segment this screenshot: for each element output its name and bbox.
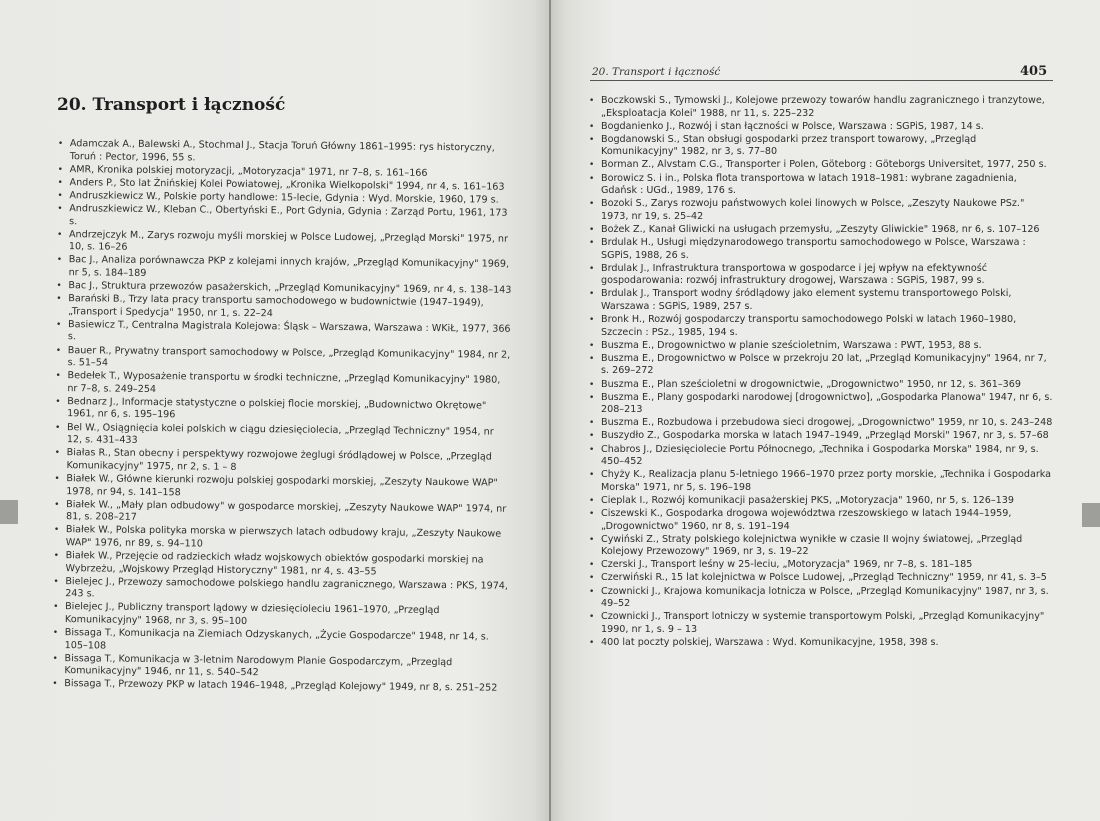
bibliography-entry: • Bissaga T., Komunikacja na Ziemiach Odzyskanych, „Życie Gospodarcze" 1948, nr 14, s. 105–108	[51, 627, 508, 657]
bibliography-entry: • Bielejec J., Przewozy samochodowe polskiego handlu zagranicznego, Warszawa : PKS, 1974, 243 s.	[51, 576, 508, 606]
bibliography-entry: • AMR, Kronika polskiej motoryzacji, „Motoryzacja" 1971, nr 7–8, s. 161–166	[56, 164, 513, 181]
bibliography-entry: • Bissaga T., Komunikacja w 3-letnim Narodowym Planie Gospodarczym, „Przegląd Komunikacyjny" 1946, nr 11, s. 540–542	[50, 653, 507, 683]
bibliography-entry: • Bielejec J., Publiczny transport lądowy w dziesięcioleciu 1961–1970, „Przegląd Komunikacyjny" 1968, nr 3, s. 95–100	[51, 601, 508, 631]
bibliography-entry: • Bauer R., Prywatny transport samochodowy w Polsce, „Przegląd Komunikacyjny" 1984, nr 2, s. 51–54	[54, 344, 511, 374]
bibliography-entry: • Cieplak I., Rozwój komunikacji pasażerskiej PKS, „Motoryzacja" 1960, nr 5, s. 126–139	[587, 495, 1053, 508]
bibliography-entry: • Borowicz S. i in., Polska flota transportowa w latach 1918–1981: wybrane zagadnienia, Gdańsk : UGd., 1989, 176 s.	[587, 173, 1053, 198]
bibliography-entry: • Bissaga T., Przewozy PKP w latach 1946–1948, „Przegląd Kolejowy" 1949, nr 8, s. 251–252	[50, 678, 507, 695]
bibliography-entry: • Boczkowski S., Tymowski J., Kolejowe przewozy towarów handlu zagranicznego i tranzytowe, „Eksploatacja Kolei" 1988, nr 11, s. 225–232	[587, 95, 1053, 120]
bibliography-entry: • Cywiński Z., Straty polskiego kolejnictwa wynikłe w czasie II wojny światowej, „Przegląd Kolejowy Przewozowy" 1969, nr 3, s. 19–22	[587, 534, 1053, 559]
bibliography-entry: • Bronk H., Rozwój gospodarczy transportu samochodowego Polski w latach 1960–1980, Szczecin : PSz., 1985, 194 s.	[587, 314, 1053, 339]
bibliography-entry: • Buszma E., Drogownictwo w planie sześcioletnim, Warszawa : PWT, 1953, 88 s.	[587, 340, 1053, 353]
bibliography-entry: • Białek W., Główne kierunki rozwoju polskiej gospodarki morskiej, „Zeszyty Naukowe WAP" 1978, nr 94, s. 141–158	[52, 473, 509, 503]
bibliography-entry: • Andruszkiewicz W., Kleban C., Obertyński E., Port Gdynia, Gdynia : Zarząd Portu, 1961, 173 s.	[55, 203, 512, 233]
bibliography-list-right	[587, 95, 1053, 650]
header-rule	[590, 80, 1053, 81]
bibliography-entry: • Buszydło Z., Gospodarka morska w latach 1947–1949, „Przegląd Morski" 1967, nr 3, s. 57–68	[587, 430, 1053, 443]
bibliography-entry: • Bel W., Osiągnięcia kolei polskich w ciągu dziesięciolecia, „Przegląd Techniczny" 1954, nr 12, s. 431–433	[53, 422, 510, 452]
bibliography-entry: • Bozoki S., Zarys rozwoju państwowych kolei linowych w Polsce, „Zeszyty Naukowe PSz." 1973, nr 19, s. 25–42	[587, 198, 1053, 223]
bibliography-entry: • Bac J., Struktura przewozów pasażerskich, „Przegląd Komunikacyjny" 1969, nr 4, s. 138–143	[54, 280, 511, 297]
bibliography-entry: • Brdulak J., Infrastruktura transportowa w gospodarce i jej wpływ na efektywność gospodarowania: rozwój infrastruktury drogowej, Warszawa : SGPiS, 1987, 99 s.	[587, 263, 1053, 288]
bibliography-entry: • Bogdanowski S., Stan obsługi gospodarki przez transport towarowy, „Przegląd Komunikacyjny" 1982, nr 3, s. 77–80	[587, 134, 1053, 159]
chapter-title: 20. Transport i łączność	[57, 95, 286, 115]
bibliography-entry: • Białas R., Stan obecny i perspektywy rozwojowe żeglugi śródlądowej w Polsce, „Przegląd Komunikacyjny" 1975, nr 2, s. 1 – 8	[52, 447, 509, 477]
bibliography-entry: • Brdulak H., Usługi międzynarodowego transportu samochodowego w Polsce, Warszawa : SGPiS, 1988, 26 s.	[587, 237, 1053, 262]
right-edge-tab	[1082, 503, 1100, 527]
left-edge-tab	[0, 500, 18, 524]
bibliography-entry: • Białek W., Polska polityka morska w pierwszych latach odbudowy kraju, „Zeszyty Naukowe WAP" 1976, nr 89, s. 94–110	[52, 524, 509, 554]
bibliography-entry: • Białek W., „Mały plan odbudowy" w gospodarce morskiej, „Zeszyty Naukowe WAP" 1974, nr 81, s. 208–217	[52, 499, 509, 529]
bibliography-entry: • Czerski J., Transport leśny w 25-leciu, „Motoryzacja" 1969, nr 7–8, s. 181–185	[587, 559, 1053, 572]
running-head: 20. Transport i łączność	[592, 66, 721, 78]
bibliography-entry: • Chyży K., Realizacja planu 5-letniego 1966–1970 przez porty morskie, „Technika i Gospodarka Morska" 1971, nr 5, s. 196–198	[587, 469, 1053, 494]
bibliography-entry: • Andruszkiewicz W., Polskie porty handlowe: 15-lecie, Gdynia : Wyd. Morskie, 1960, 179 s.	[55, 190, 512, 207]
bibliography-entry: • Barański B., Trzy lata pracy transportu samochodowego w budownictwie (1947–1949), „Transport i Spedycja" 1950, nr 1, s. 22–24	[54, 293, 511, 323]
bibliography-entry: • Brdulak J., Transport wodny śródlądowy jako element systemu transportowego Polski, Warszawa : SGPiS, 1989, 257 s.	[587, 288, 1053, 313]
bibliography-entry: • Borman Z., Alvstam C.G., Transporter i Polen, Göteborg : Göteborgs Universitet, 1977, 250 s.	[587, 159, 1053, 172]
bibliography-entry: • Buszma E., Rozbudowa i przebudowa sieci drogowej, „Drogownictwo" 1959, nr 10, s. 243–248	[587, 417, 1053, 430]
bibliography-entry: • Basiewicz T., Centralna Magistrala Kolejowa: Śląsk – Warszawa, Warszawa : WKiŁ, 1977, 366 s.	[54, 319, 511, 349]
book-gutter	[549, 0, 551, 821]
bibliography-entry: • Białek W., Przejęcie od radzieckich władz wojskowych obiektów gospodarki morskiej na Wybrzeżu, „Wojskowy Przegląd Historyczny" 1981, nr 4, s. 43–55	[51, 550, 508, 580]
bibliography-entry: • Anders P., Sto lat Żnińskiej Kolei Powiatowej, „Kronika Wielkopolski" 1994, nr 4, s. 161–163	[55, 177, 512, 194]
bibliography-entry: • Bac J., Analiza porównawcza PKP z kolejami innych krajów, „Przegląd Komunikacyjny" 1969, nr 5, s. 184–189	[55, 254, 512, 284]
bibliography-entry: • Bednarz J., Informacje statystyczne o polskiej flocie morskiej, „Budownictwo Okrętowe" 1961, nr 6, s. 195–196	[53, 396, 510, 426]
bibliography-entry: • Czerwiński R., 15 lat kolejnictwa w Polsce Ludowej, „Przegląd Techniczny" 1959, nr 41, s. 3–5	[587, 572, 1053, 585]
page-number: 405	[1020, 64, 1048, 79]
bibliography-entry: • 400 lat poczty polskiej, Warszawa : Wyd. Komunikacyjne, 1958, 398 s.	[587, 637, 1053, 650]
bibliography-entry: • Czownicki J., Transport lotniczy w systemie transportowym Polski, „Przegląd Komunikacyjny" 1990, nr 1, s. 9 – 13	[587, 611, 1053, 636]
bibliography-entry: • Czownicki J., Krajowa komunikacja lotnicza w Polsce, „Przegląd Komunikacyjny" 1987, nr 3, s. 49–52	[587, 586, 1053, 611]
bibliography-entry: • Andrzejczyk M., Zarys rozwoju myśli morskiej w Polsce Ludowej, „Przegląd Morski" 1975, nr 10, s. 16–26	[55, 229, 512, 259]
bibliography-entry: • Bedełek T., Wyposażenie transportu w środki techniczne, „Przegląd Komunikacyjny" 1980, nr 7–8, s. 249–254	[53, 370, 510, 400]
bibliography-entry: • Adamczak A., Balewski A., Stochmal J., Stacja Toruń Główny 1861–1995: rys historyczny, Toruń : Pector, 1996, 55 s.	[56, 138, 513, 168]
bibliography-entry: • Buszma E., Plan sześcioletni w drogownictwie, „Drogownictwo" 1950, nr 12, s. 361–369	[587, 379, 1053, 392]
bibliography-entry: • Bożek Z., Kanał Gliwicki na usługach przemysłu, „Zeszyty Gliwickie" 1968, nr 6, s. 107–126	[587, 224, 1053, 237]
bibliography-entry: • Chabros J., Dziesięciolecie Portu Północnego, „Technika i Gospodarka Morska" 1984, nr 9, s. 450–452	[587, 444, 1053, 469]
bibliography-entry: • Ciszewski K., Gospodarka drogowa województwa rzeszowskiego w latach 1944–1959, „Drogownictwo" 1960, nr 8, s. 191–194	[587, 508, 1053, 533]
bibliography-entry: • Bogdanienko J., Rozwój i stan łączności w Polsce, Warszawa : SGPiS, 1987, 14 s.	[587, 121, 1053, 134]
bibliography-list-left	[50, 138, 513, 696]
bibliography-entry: • Buszma E., Plany gospodarki narodowej [drogownictwo], „Gospodarka Planowa" 1947, nr 6, s. 208–213	[587, 392, 1053, 417]
bibliography-entry: • Buszma E., Drogownictwo w Polsce w przekroju 20 lat, „Przegląd Komunikacyjny" 1964, nr 7, s. 269–272	[587, 353, 1053, 378]
